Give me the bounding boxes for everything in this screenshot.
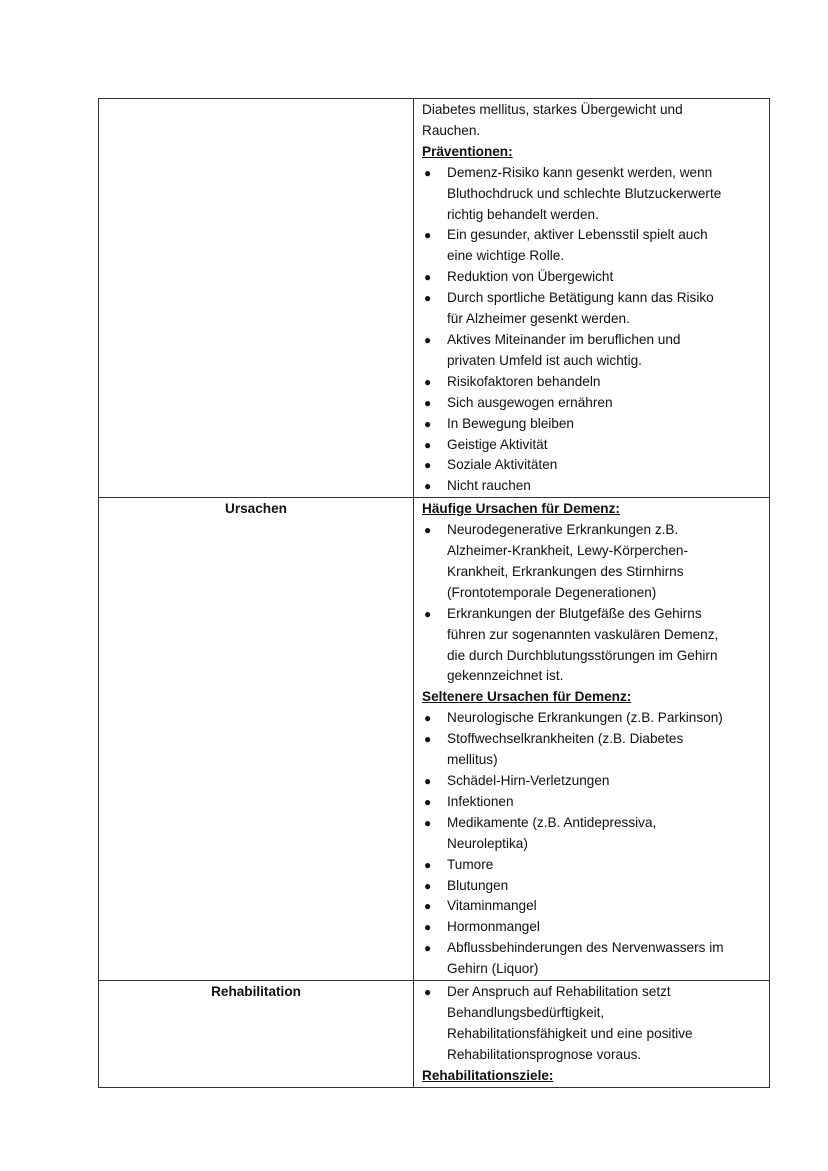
row-content [414,981,770,1088]
list-item-line: Abflussbehinderungen des Nervenwassers im [447,940,724,956]
list-item [422,813,765,855]
bullet-list [422,520,765,687]
list-item [422,267,765,288]
list-item-line: Der Anspruch auf Rehabilitation setzt [447,984,671,1000]
bullet-icon: ● [424,899,432,914]
list-item [422,163,765,226]
table-row [99,498,770,981]
bullet-icon: ● [424,374,432,389]
list-item-line: Medikamente (z.B. Antidepressiva, [447,814,657,830]
list-item-line: Neuroleptika) [447,835,528,851]
list-item-line: (Frontotemporale Degenerationen) [447,584,657,600]
row-label: Ursachen [99,498,414,981]
list-item [422,455,765,476]
list-item-line: für Alzheimer gesenkt werden. [447,311,630,327]
bullet-icon: ● [424,941,432,956]
bullet-list [422,982,765,1066]
section-heading: Häufige Ursachen für Demenz: [422,501,620,517]
list-item [422,708,765,729]
list-item-line: Behandlungsbedürftigkeit, [447,1004,605,1020]
list-item [422,729,765,771]
list-item-line: Durch sportliche Betätigung kann das Risiko [447,290,714,306]
list-item [422,604,765,688]
list-item-line: Soziale Aktivitäten [447,457,558,473]
row-content [414,99,770,498]
list-item [422,330,765,372]
list-item [422,520,765,604]
row-label [99,99,414,498]
list-item [422,876,765,897]
bullet-icon: ● [424,291,432,306]
bullet-list [422,163,765,498]
bullet-icon: ● [424,774,432,788]
list-item-line: Nicht rauchen [447,478,531,494]
list-item-line: Risikofaktoren behandeln [447,373,601,389]
bullet-icon: ● [424,878,432,893]
list-item [422,435,765,456]
list-item-line: Krankheit, Erkrankungen des Stirnhirns [447,563,684,579]
row-content [414,498,770,981]
list-item [422,476,765,497]
list-item-line: gekennzeichnet ist. [447,668,564,684]
bullet-icon: ● [424,815,432,830]
row-label: Rehabilitation [99,981,414,1088]
list-item-line: Alzheimer-Krankheit, Lewy-Körperchen- [447,543,689,559]
list-item [422,917,765,938]
list-item-line: Ein gesunder, aktiver Lebensstil spielt auch [447,227,708,243]
list-item-line: Sich ausgewogen ernähren [447,394,613,410]
section-heading: Rehabilitationsziele: [422,1067,554,1083]
table-row [99,99,770,498]
list-item-line: Reduktion von Übergewicht [447,269,614,285]
bullet-icon: ● [424,523,432,538]
list-item [422,393,765,414]
list-item [422,414,765,435]
bullet-icon: ● [424,606,432,621]
list-item [422,982,765,1066]
bullet-icon: ● [424,920,432,935]
bullet-icon: ● [424,794,432,809]
list-item-line: Geistige Aktivität [447,436,548,452]
bullet-icon: ● [424,437,432,452]
list-item-line: Gehirn (Liquor) [447,961,539,977]
list-item-line: Demenz-Risiko kann gesenkt werden, wenn [447,164,713,180]
text-line: Diabetes mellitus, starkes Übergewicht und [422,102,683,117]
list-item-line: Neurodegenerative Erkrankungen z.B. [447,522,679,538]
list-item-line: die durch Durchblutungsstörungen im Gehirn [447,647,718,663]
list-item-line: Stoffwechselkrankheiten (z.B. Diabetes [447,731,684,747]
list-item-line: Rehabilitationsfähigkeit und eine positive [447,1025,693,1041]
list-item [422,855,765,876]
list-item-line: Aktives Miteinander im beruflichen und [447,331,681,347]
list-item-line: Neurologische Erkrankungen (z.B. Parkinson) [447,710,723,726]
list-item-line: Blutungen [447,877,509,893]
list-item-line: Infektionen [447,793,514,809]
text-line: Rauchen. [422,122,481,138]
list-item [422,938,765,980]
bullet-icon: ● [424,165,432,180]
list-item-line: richtig behandelt werden. [447,206,599,222]
list-item-line: Erkrankungen der Blutgefäße des Gehirns [447,605,702,621]
bullet-icon: ● [424,416,432,431]
list-item-line: Vitaminmangel [447,898,537,914]
list-item-line: privaten Umfeld ist auch wichtig. [447,352,642,368]
section-heading: Präventionen: [422,143,513,159]
bullet-icon: ● [424,479,432,494]
bullet-icon: ● [424,985,432,1000]
dementia-info-table [98,98,770,1088]
list-item-line: eine wichtige Rolle. [447,248,565,264]
bullet-icon: ● [424,732,432,747]
bullet-list [422,708,765,980]
list-item-line: mellitus) [447,752,498,768]
bullet-icon: ● [424,395,432,410]
bullet-icon: ● [424,228,432,243]
list-item [422,288,765,330]
list-item-line: Schädel-Hirn-Verletzungen [447,773,610,788]
bullet-icon: ● [424,711,432,726]
list-item [422,896,765,917]
bullet-icon: ● [424,857,432,872]
list-item [422,372,765,393]
list-item-line: führen zur sogenannten vaskulären Demenz, [447,626,719,642]
list-item [422,225,765,267]
list-item-line: Hormonmangel [447,919,540,935]
list-item-line: In Bewegung bleiben [447,415,574,431]
bullet-icon: ● [424,458,432,473]
list-item [422,771,765,792]
list-item-line: Bluthochdruck und schlechte Blutzuckerwerte [447,185,722,201]
list-item [422,792,765,813]
list-item-line: Tumore [447,856,494,872]
bullet-icon: ● [424,332,432,347]
bullet-icon: ● [424,270,432,285]
section-heading: Seltenere Ursachen für Demenz: [422,689,632,705]
list-item-line: Rehabilitationsprognose voraus. [447,1046,642,1062]
table-row [99,981,770,1088]
